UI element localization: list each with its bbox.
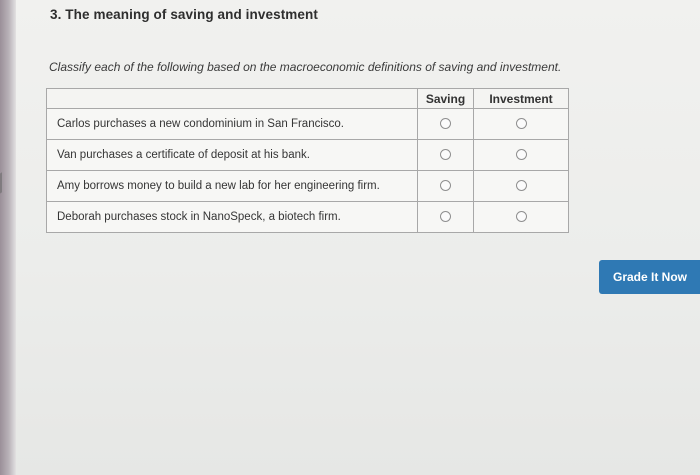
statement-text: Van purchases a certificate of deposit at his bank.: [47, 140, 418, 171]
statement-column-header: [47, 89, 418, 109]
investment-option-cell: [474, 109, 569, 140]
saving-radio-carlos[interactable]: [440, 118, 451, 129]
investment-column-header: Investment: [474, 89, 569, 109]
table-row: [47, 171, 569, 202]
grade-it-now-button[interactable]: Grade It Now: [599, 260, 700, 294]
saving-option-cell: [418, 140, 474, 171]
statement-text: Amy borrows money to build a new lab for her engineering firm.: [47, 171, 418, 202]
table-header-row: [47, 89, 569, 109]
investment-radio-amy[interactable]: [516, 180, 527, 191]
saving-radio-van[interactable]: [440, 149, 451, 160]
classification-table: [46, 88, 569, 233]
saving-option-cell: [418, 109, 474, 140]
saving-option-cell: [418, 202, 474, 233]
question-title: 3. The meaning of saving and investment: [50, 7, 318, 22]
investment-radio-van[interactable]: [516, 149, 527, 160]
table-row: [47, 140, 569, 171]
investment-option-cell: [474, 140, 569, 171]
question-instruction: Classify each of the following based on the macroeconomic definitions of saving and investment.: [49, 60, 562, 74]
saving-radio-amy[interactable]: [440, 180, 451, 191]
statement-text: Deborah purchases stock in NanoSpeck, a biotech firm.: [47, 202, 418, 233]
investment-option-cell: [474, 171, 569, 202]
investment-option-cell: [474, 202, 569, 233]
saving-column-header: Saving: [418, 89, 474, 109]
table-row: [47, 202, 569, 233]
statement-text: Carlos purchases a new condominium in San Francisco.: [47, 109, 418, 140]
saving-option-cell: [418, 171, 474, 202]
table-row: [47, 109, 569, 140]
saving-radio-deborah[interactable]: [440, 211, 451, 222]
investment-radio-carlos[interactable]: [516, 118, 527, 129]
investment-radio-deborah[interactable]: [516, 211, 527, 222]
left-window-edge: [0, 0, 16, 475]
